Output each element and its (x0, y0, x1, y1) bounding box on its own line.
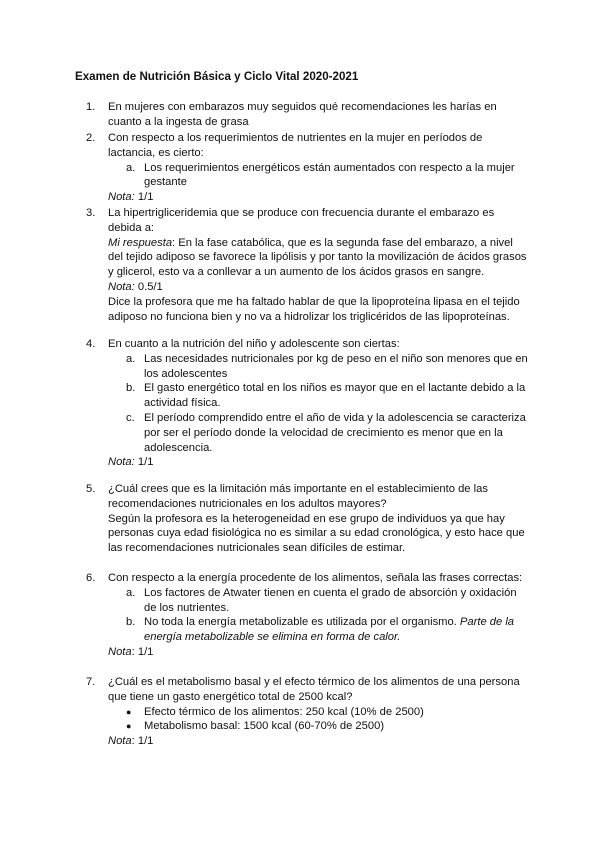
option-text-line: El gasto energético total en los niños es mayor que en el lactante debido a la (144, 382, 526, 395)
grade-value: 1/1 (134, 456, 154, 469)
grade-label: Nota (108, 735, 132, 748)
comment-line: adiposo no funciona bien y no va a hidrolizar los triglicéridos de las lipoproteínas. (108, 310, 510, 323)
grade-line (108, 280, 540, 295)
grade-value: 1/1 (134, 191, 154, 204)
grade-line (108, 645, 540, 660)
answer-label: Mi respuesta (108, 236, 173, 249)
grade-label: Nota: (108, 191, 135, 204)
answer-text-line: del tejido adiposo se favorece la lipólisis y por tanto la movilización de ácidos grasos (108, 251, 527, 264)
question-text-line: debida a: (108, 221, 155, 234)
answer-option-a (126, 586, 538, 616)
answer-option-b (126, 615, 538, 645)
question-5 (86, 482, 540, 556)
answer-option-b (126, 381, 538, 411)
question-number: 1. (86, 101, 96, 113)
question-text-line: ¿Cuál crees que es la limitación más importante en el establecimiento de las (108, 483, 488, 495)
question-number: 7. (86, 676, 96, 688)
option-text-line: adolescencia. (144, 441, 213, 454)
question-2 (86, 131, 540, 205)
question-text-line: En cuanto a la nutrición del niño y adolescente son ciertas: (108, 338, 400, 350)
answer-line (108, 236, 540, 251)
question-number: 3. (86, 207, 96, 219)
option-label: b. (126, 616, 136, 629)
question-1 (86, 100, 540, 130)
question-4 (86, 337, 540, 470)
option-label: c. (126, 411, 135, 424)
option-label: b. (126, 382, 136, 395)
option-text-line: por ser el período donde la velocidad de crecimiento es menor que en la (144, 426, 503, 439)
question-text-line: En mujeres con embarazos muy seguidos qué recomendaciones les harías en (108, 101, 497, 113)
bullet-text: Efecto térmico de los alimentos: 250 kcal (10% de 2500) (144, 705, 424, 718)
bullet-item (126, 719, 540, 734)
answer-option (126, 161, 538, 191)
bullet-item (126, 705, 540, 720)
option-text-line: Las necesidades nutricionales por kg de peso en el niño son menores que en (144, 352, 528, 365)
question-number: 6. (86, 572, 96, 584)
grade-line (108, 190, 540, 205)
answer-text-line: Según la profesora es la heterogeneidad en ese grupo de individuos ya que hay (108, 512, 505, 525)
bullet-icon: ● (126, 706, 132, 717)
grade-label: Nota: (108, 280, 135, 293)
option-text-line (144, 615, 538, 630)
question-number: 2. (86, 132, 96, 144)
answer-option-c (126, 411, 538, 455)
option-text-line: Los requerimientos energéticos están aumentados con respecto a la mujer (144, 161, 515, 174)
answer-text-line: las recomendaciones nutricionales sean difíciles de estimar. (108, 542, 406, 555)
question-text-line: lactancia, es cierto: (108, 146, 204, 159)
question-6 (86, 571, 540, 660)
option-text-line: los adolescentes (144, 367, 228, 380)
question-7 (86, 675, 540, 749)
option-text-line: gestante (144, 176, 187, 189)
answer-text-line: y glicerol, esto va a conllevar a un aumento de los ácidos grasos en sangre. (108, 266, 485, 279)
grade-line (108, 734, 540, 749)
question-text-line: La hipertrigliceridemia que se produce con frecuencia durante el embarazo es (108, 207, 495, 219)
option-label: a. (126, 161, 136, 174)
question-text-line: que tiene un gasto energético total de 2500 kcal? (108, 690, 353, 703)
option-label: a. (126, 586, 136, 599)
question-text-line: cuanto a la ingesta de grasa (108, 115, 249, 128)
document-title: Examen de Nutrición Básica y Ciclo Vital 2020-2021 (75, 70, 359, 83)
grade-label: Nota (108, 645, 132, 658)
question-text-line: Con respecto a la energía procedente de los alimentos, señala las frases correctas: (108, 572, 523, 584)
question-number: 4. (86, 338, 96, 350)
option-text-line: Los factores de Atwater tienen en cuenta el grado de absorción y oxidación (144, 586, 517, 599)
option-text: No toda la energía metabolizable es utilizada por el organismo. (144, 616, 460, 629)
bullet-text: Metabolismo basal: 1500 kcal (60-70% de 2500) (144, 720, 385, 733)
grade-value: : 1/1 (131, 645, 154, 658)
option-text-line: El período comprendido entre el año de vida y la adolescencia se caracteriza (144, 411, 526, 424)
grade-line (108, 455, 540, 470)
question-text-line: ¿Cuál es el metabolismo basal y el efecto térmico de los alimentos de una persona (108, 676, 520, 688)
question-text-line: recomendaciones nutricionales en los adultos mayores? (108, 497, 387, 510)
answer-text: : En la fase catabólica, que es la segunda fase del embarazo, a nivel (172, 236, 513, 249)
option-italic-note-line: energía metabolizable se elimina en forma de calor. (144, 631, 401, 644)
grade-value: 0.5/1 (134, 280, 163, 293)
option-label: a. (126, 352, 136, 365)
question-number: 5. (86, 483, 96, 495)
grade-label: Nota: (108, 456, 135, 469)
question-3 (86, 206, 540, 324)
grade-value: : 1/1 (131, 735, 154, 748)
option-italic-note: Parte de la (459, 616, 515, 629)
option-text-line: actividad física. (144, 397, 221, 410)
question-text-line: Con respecto a los requerimientos de nutrientes en la mujer en períodos de (108, 132, 483, 144)
option-text-line: de los nutrientes. (144, 601, 230, 614)
answer-option-a (126, 352, 538, 382)
comment-line: Dice la profesora que me ha faltado hablar de que la lipoproteína lipasa en el tejido (108, 295, 520, 308)
bullet-icon: ● (126, 721, 132, 732)
answer-text-line: personas cuya edad fisiológica no es similar a su edad cronológica, y esto hace que (108, 527, 525, 540)
